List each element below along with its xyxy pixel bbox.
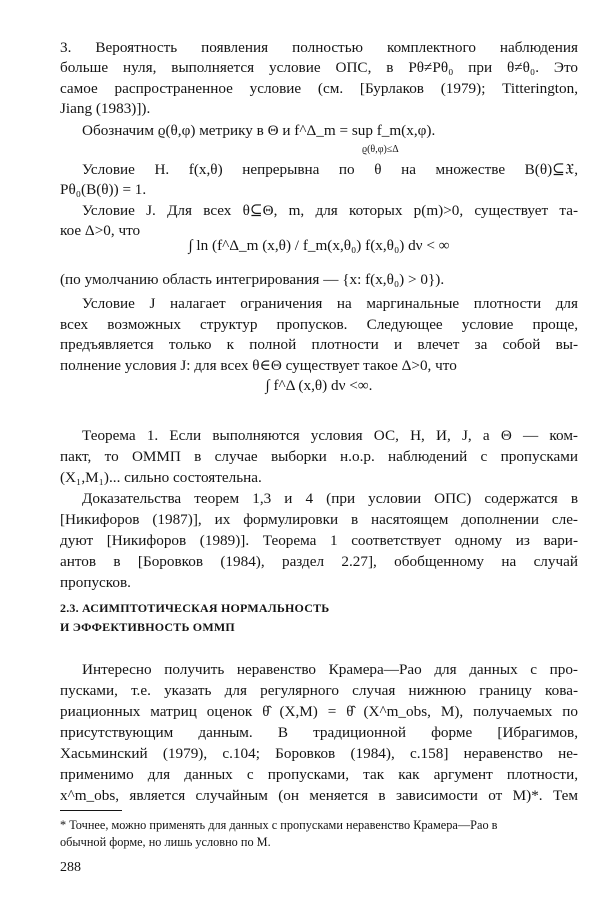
- text-line: 3. Вероятность появления полностью комплектного наблюдения: [60, 39, 578, 56]
- text-line: полнение условия J: для всех θ∈Θ существует такое Δ>0, что: [60, 357, 457, 374]
- footnote-divider: [60, 810, 122, 811]
- text-line: предъявляется только к полной плотности и влечет за собой вы-: [60, 336, 578, 353]
- text-line: Условие J налагает ограничения на маргинальные плотности для: [82, 295, 578, 312]
- text-line: Pθ₀(B(θ)) = 1.: [60, 181, 147, 198]
- text-line: антов в [Боровков (1984), раздел 2.27], обобщенному на случай: [60, 553, 578, 570]
- text-line: ∫ f^Δ (x,θ) dν <∞.: [265, 377, 373, 394]
- text-line: самое распространенное условие (см. [Бурлаков (1979); Titterington,: [60, 80, 578, 97]
- text-line: Jiang (1983)]).: [60, 100, 151, 117]
- text-line: (X₁,M₁)... сильно состоятельна.: [60, 469, 262, 486]
- text-line: Условие J. Для всех θ⊆Θ, m, для которых p(m)>0, существует та-: [82, 202, 578, 219]
- text-line: пакт, то ОММП в случае выборки н.о.р. наблюдений с пропусками: [60, 448, 578, 465]
- text-line: Интересно получить неравенство Крамера—Рао для данных с про-: [82, 661, 578, 678]
- text-line: применимо для данных с пропусками, так как аргумент плотности,: [60, 766, 578, 783]
- text-line: риационных матриц оценок θ̂ (X,M) = θ̂ (X^m_obs, M), получаемых по: [60, 703, 578, 720]
- section-heading-line-1: 2.3. АСИМПТОТИЧЕСКАЯ НОРМАЛЬНОСТЬ: [60, 601, 330, 615]
- text-line: ϱ(θ,φ)≤Δ: [362, 144, 399, 155]
- text-line: кое Δ>0, что: [60, 222, 141, 239]
- text-line: больше нуля, выполняется условие ОПС, в Pθ≠Pθ₀ при θ≠θ₀. Это: [60, 59, 578, 76]
- text-line: Обозначим ϱ(θ,φ) метрику в Θ и f^Δ_m = sup f_m(x,φ).: [82, 122, 436, 139]
- text-line: пусками, т.е. указать для регулярного случая нижнюю границу кова-: [60, 682, 578, 699]
- text-line: Доказательства теорем 1,3 и 4 (при условии ОПС) содержатся в: [82, 490, 578, 507]
- footnote-line-1: * Точнее, можно применять для данных с пропусками неравенство Крамера—Рао в: [60, 818, 498, 832]
- text-line: (по умолчанию область интегрирования — {x: f(x,θ₀) > 0}).: [60, 271, 445, 288]
- text-line: всех возможных структур пропусков. Следующее условие проще,: [60, 316, 578, 333]
- text-line: пропусков.: [60, 574, 131, 591]
- text-line: x^m_obs, является случайным (он меняется в зависимости от M)*. Тем: [60, 787, 578, 804]
- text-line: дуют [Никифоров (1989)]. Теорема 1 соответствует одному из вари-: [60, 532, 578, 549]
- text-line: Хасьминский (1979), с.104; Боровков (1984), с.158] неравенство не-: [60, 745, 578, 762]
- section-heading-line-2: И ЭФФЕКТИВНОСТЬ ОММП: [60, 620, 235, 634]
- text-line: Теорема 1. Если выполняются условия ОС, Н, И, J, а Θ — ком-: [82, 427, 578, 444]
- text-line: Условие H. f(x,θ) непрерывна по θ на множестве B(θ)⊆𝔛,: [82, 161, 578, 178]
- page-number: 288: [60, 860, 81, 875]
- footnote-line-2: обычной форме, но лишь условно по M.: [60, 835, 271, 849]
- text-line: ∫ ln (f^Δ_m (x,θ) / f_m(x,θ₀) f(x,θ₀) dν < ∞: [188, 237, 450, 254]
- text-line: [Никифоров (1987)], их формулировки в насятоящем дополнении сле-: [60, 511, 578, 528]
- text-line: присутствующим данным. В традиционной форме [Ибрагимов,: [60, 724, 578, 741]
